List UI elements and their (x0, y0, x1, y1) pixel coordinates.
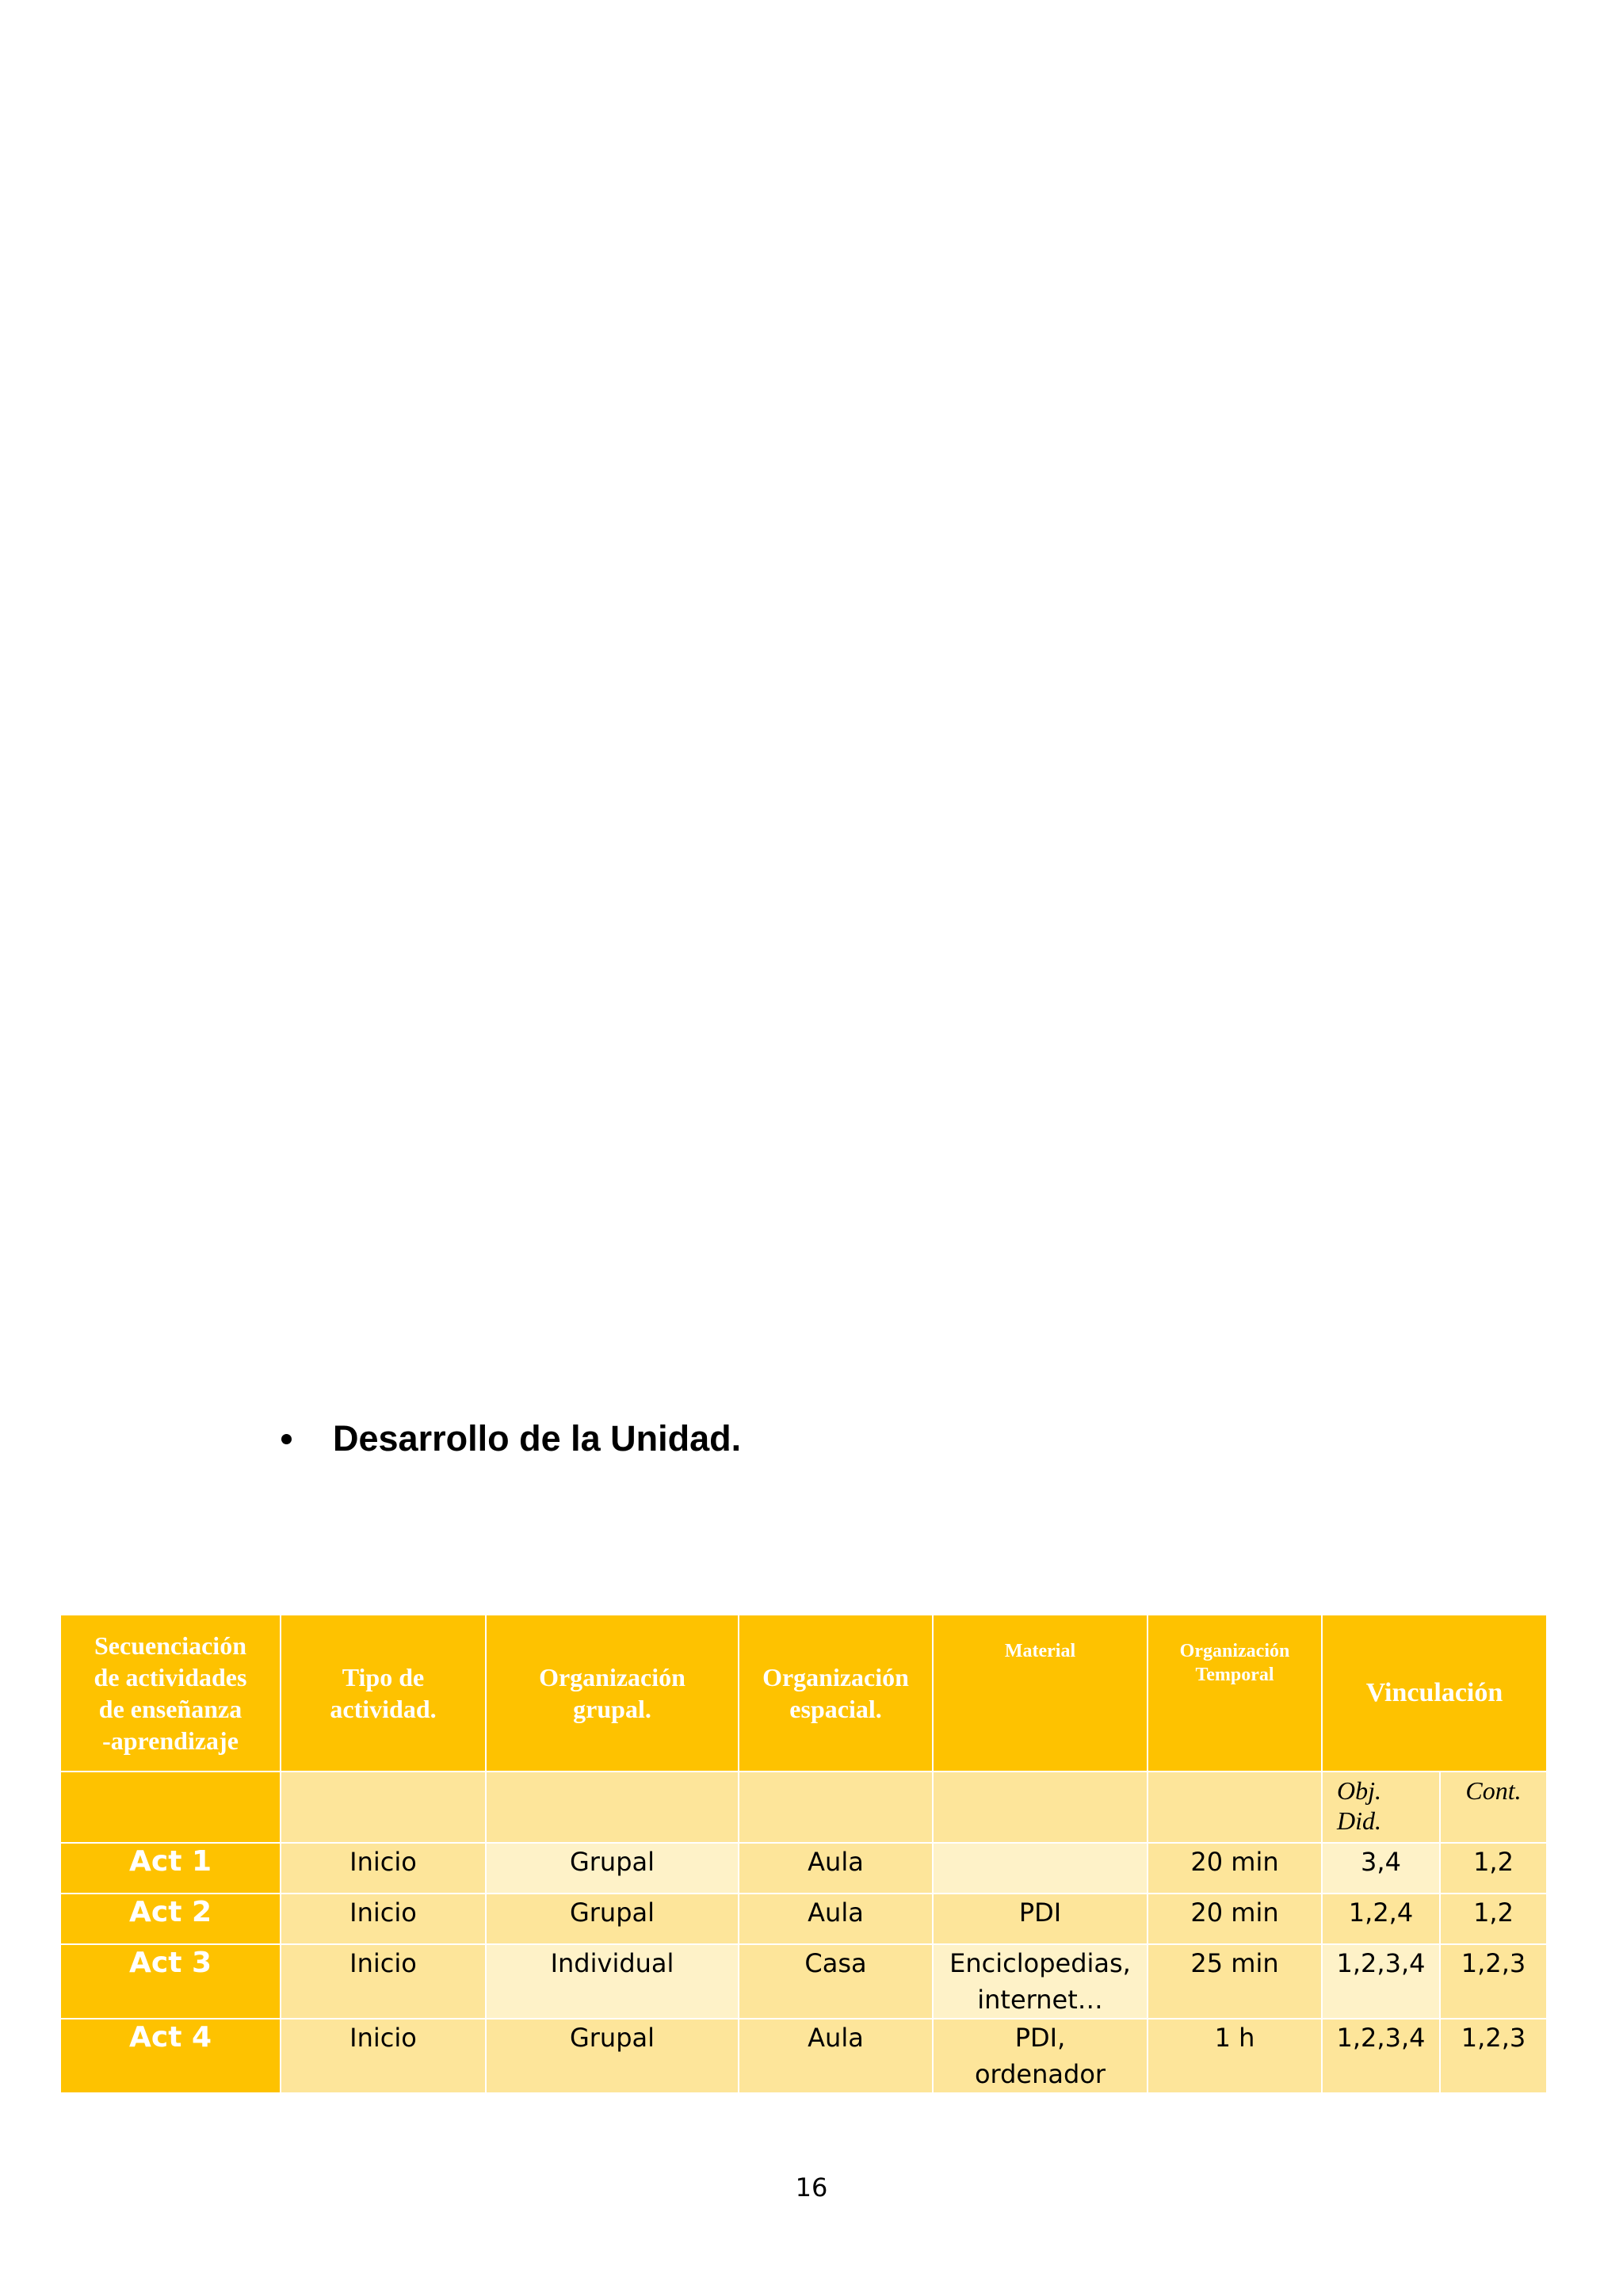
header-tipo (281, 1615, 486, 1772)
subheader-line: Obj. (1337, 1776, 1381, 1805)
header-line: Organización (762, 1663, 909, 1691)
cell-espacial: Aula (739, 1843, 933, 1894)
header-line: de enseñanza (98, 1695, 242, 1723)
subheader-empty (739, 1772, 933, 1843)
cell-act: Act 3 (60, 1944, 281, 2019)
header-line: Temporal (1195, 1665, 1274, 1685)
cell-tipo: Inicio (281, 1843, 486, 1894)
cell-obj: 3,4 (1322, 1843, 1440, 1894)
cell-tipo: Inicio (281, 2019, 486, 2093)
subheader-empty (281, 1772, 486, 1843)
cell-temporal: 20 min (1148, 1843, 1322, 1894)
bullet-icon (281, 1434, 292, 1444)
subheader-row (60, 1772, 1547, 1843)
header-line: espacial. (789, 1695, 882, 1723)
cell-grupal: Grupal (486, 2019, 739, 2093)
cell-line: PDI (1018, 1897, 1062, 1928)
cell-cont: 1,2,3 (1440, 2019, 1547, 2093)
header-line: Organización (1179, 1641, 1290, 1661)
cell-act: Act 4 (60, 2019, 281, 2093)
header-material (933, 1615, 1148, 1772)
cell-espacial: Aula (739, 1894, 933, 1944)
subheader-empty (933, 1772, 1148, 1843)
cell-cont: 1,2 (1440, 1843, 1547, 1894)
header-org-espacial (739, 1615, 933, 1772)
cell-material (933, 1944, 1148, 2019)
cell-obj: 1,2,4 (1322, 1894, 1440, 1944)
subheader-cont: Cont. (1440, 1772, 1547, 1843)
cell-act: Act 1 (60, 1843, 281, 1894)
cell-obj: 1,2,3,4 (1322, 2019, 1440, 2093)
header-org-grupal (486, 1615, 739, 1772)
cell-material (933, 2019, 1148, 2093)
page-number: 16 (795, 2172, 828, 2203)
table-row (60, 1843, 1547, 1894)
header-vinculacion (1322, 1615, 1547, 1772)
cell-grupal: Individual (486, 1944, 739, 2019)
header-row (60, 1615, 1547, 1772)
table-row (60, 2019, 1547, 2093)
header-secuenciacion (60, 1615, 281, 1772)
section-heading-text: Desarrollo de la Unidad. (333, 1418, 742, 1459)
subheader-empty (60, 1772, 281, 1843)
header-line: Vinculación (1365, 1678, 1503, 1707)
subheader-empty (1148, 1772, 1322, 1843)
subheader-empty (486, 1772, 739, 1843)
activities-table (59, 1614, 1548, 2094)
cell-temporal: 1 h (1148, 2019, 1322, 2093)
header-line: de actividades (94, 1663, 247, 1691)
cell-cont: 1,2,3 (1440, 1944, 1547, 2019)
header-line: Organización (539, 1663, 685, 1691)
cell-material (933, 1843, 1148, 1894)
section-heading (281, 1418, 741, 1459)
cell-espacial: Casa (739, 1944, 933, 2019)
subheader-obj-did (1322, 1772, 1440, 1843)
header-org-temporal (1148, 1615, 1322, 1772)
table-row (60, 1944, 1547, 2019)
header-line: Material (1004, 1641, 1076, 1661)
cell-grupal: Grupal (486, 1894, 739, 1944)
cell-material (933, 1894, 1148, 1944)
cell-tipo: Inicio (281, 1944, 486, 2019)
cell-line: internet… (977, 1985, 1103, 2015)
cell-line: PDI, (1014, 2023, 1066, 2053)
header-line: actividad. (330, 1695, 437, 1723)
header-line: Secuenciación (94, 1631, 246, 1660)
cell-grupal: Grupal (486, 1843, 739, 1894)
header-line: -aprendizaje (102, 1726, 239, 1755)
header-line: grupal. (573, 1695, 651, 1723)
cell-temporal: 20 min (1148, 1894, 1322, 1944)
cell-tipo: Inicio (281, 1894, 486, 1944)
cell-cont: 1,2 (1440, 1894, 1547, 1944)
cell-line: Enciclopedias, (949, 1948, 1131, 1978)
cell-temporal: 25 min (1148, 1944, 1322, 2019)
table-row (60, 1894, 1547, 1944)
cell-line: ordenador (974, 2059, 1106, 2089)
cell-obj: 1,2,3,4 (1322, 1944, 1440, 2019)
cell-act: Act 2 (60, 1894, 281, 1944)
cell-espacial: Aula (739, 2019, 933, 2093)
header-line: Tipo de (342, 1663, 425, 1691)
subheader-line: Did. (1337, 1806, 1381, 1835)
